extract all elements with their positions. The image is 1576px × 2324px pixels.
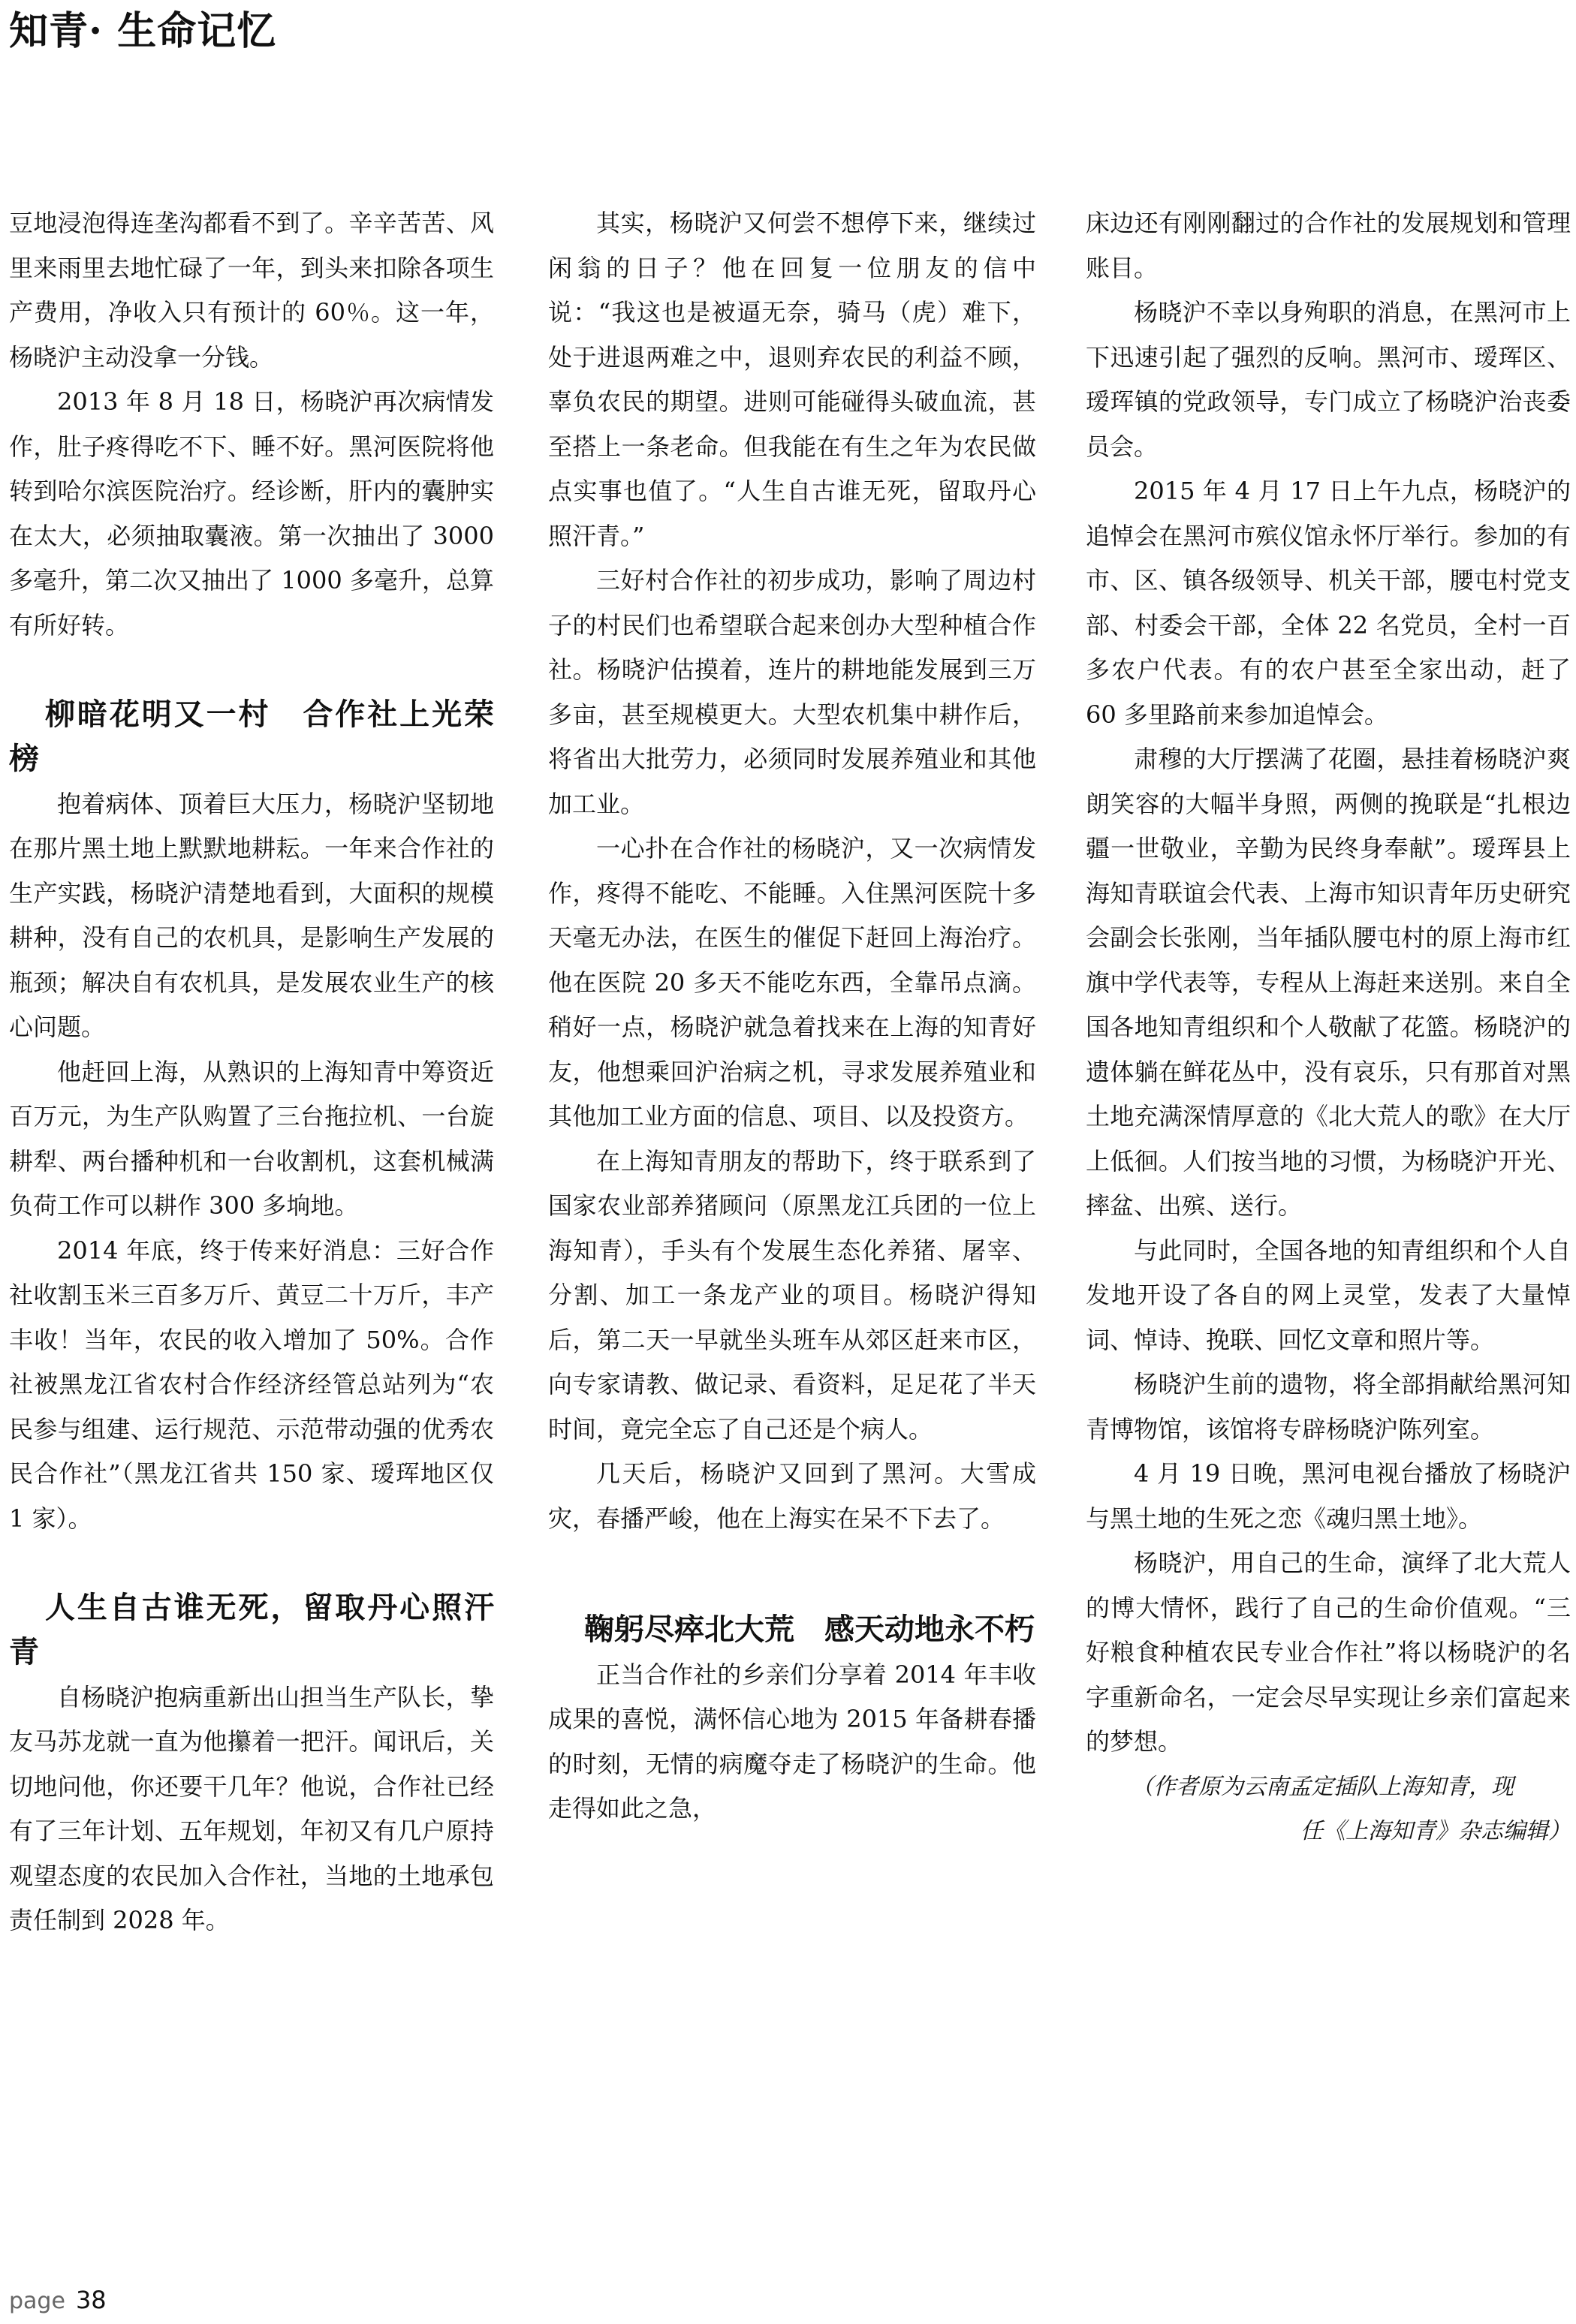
paragraph: 其实，杨晓沪又何尝不想停下来，继续过闲翁的日子？他在回复一位朋友的信中说：“我这也是被逼无奈，骑马（虎）难下，处于进退两难之中，退则弃农民的利益不顾，辜负农民的期望。进则可能碰得头破血流，甚至搭上一条老命。但我能在有生之年为农民做点实事也值了。“人生自古谁无死，留取丹心照汗青。” [548,209,1036,550]
paragraph: 在上海知青朋友的帮助下，终于联系到了国家农业部养猪顾问（原黑龙江兵团的一位上海知青），手头有个发展生态化养猪、屠宰、分割、加工一条龙产业的项目。杨晓沪得知后，第二天一早就坐头班车从郊区赶来市区，向专家请教、做记录、看资料，足足花了半天时间，竟完全忘了自己还是个病人。 [548,1146,1036,1443]
spacer [9,648,494,693]
paragraph: 他赶回上海，从熟识的上海知青中筹资近百万元，为生产队购置了三台拖拉机、一台旋耕犁、两台播种机和一台收割机，这套机械满负荷工作可以耕作 300 多垧地。 [9,1057,494,1220]
paragraph: 4 月 19 日晚，黑河电视台播放了杨晓沪与黑土地的生死之恋《魂归黑土地》。 [1086,1459,1571,1533]
spacer [9,1541,494,1586]
paragraph: 自杨晓沪抱病重新出山担当生产队长，挚友马苏龙就一直为他攥着一把汗。闻讯后，关切地问他，你还要干几年？他说，合作社已经有了三年计划、五年规划，年初又有几户原持观望态度的农民加入合作社，当地的土地承包责任制到 2028 年。 [9,1682,494,1934]
paragraph: 正当合作社的乡亲们分享着 2014 年丰收成果的喜悦，满怀信心地为 2015 年备耕春播的时刻，无情的病魔夺走了杨晓沪的生命。他走得如此之急， [548,1660,1036,1823]
section-heading: 柳暗花明又一村 合作社上光荣榜 [9,697,494,776]
paragraph: 床边还有刚刚翻过的合作社的发展规划和管理账目。 [1086,209,1571,282]
paragraph: 与此同时，全国各地的知青组织和个人自发地开设了各自的网上灵堂，发表了大量悼词、悼诗、挽联、回忆文章和照片等。 [1086,1236,1571,1354]
paragraph: 肃穆的大厅摆满了花圈，悬挂着杨晓沪爽朗笑容的大幅半身照，两侧的挽联是“扎根边疆一世敬业，辛勤为民终身奉献”。瑷珲县上海知青联谊会代表、上海市知识青年历史研究会副会长张刚，当年插队腰屯村的原上海市红旗中学代表等，专程从上海赶来送别。来自全国各地知青组织和个人敬献了花篮。杨晓沪的遗体躺在鲜花丛中，没有哀乐，只有那首对黑土地充满深情厚意的《北大荒人的歌》在大厅上低徊。人们按当地的习惯，为杨晓沪开光、摔盆、出殡、送行。 [1086,745,1571,1220]
paragraph: 2015 年 4 月 17 日上午九点，杨晓沪的追悼会在黑河市殡仪馆永怀厅举行。参加的有市、区、镇各级领导、机关干部，腰屯村党支部、村委会干部，全体 22 名党员，全村一百多农户代表。有的农户甚至全家出动，赶了 60 多里路前来参加追悼会。 [1086,477,1571,729]
column-1 [9,201,494,1943]
paragraph: 杨晓沪不幸以身殉职的消息，在黑河市上下迅速引起了强烈的反响。黑河市、瑷珲区、瑷珲镇的党政领导，专门成立了杨晓沪治丧委员会。 [1086,298,1571,461]
page-footer [9,2282,107,2319]
paragraph: 杨晓沪，用自己的生命，演绎了北大荒人的博大情怀，践行了自己的生命价值观。“三好粮食种植农民专业合作社”将以杨晓沪的名字重新命名，一定会尽早实现让乡亲们富起来的梦想。 [1086,1549,1571,1756]
section-heading: 人生自古谁无死，留取丹心照汗青 [9,1590,494,1669]
paragraph: 三好村合作社的初步成功，影响了周边村子的村民们也希望联合起来创办大型种植合作社。杨晓沪估摸着，连片的耕地能发展到三万多亩，甚至规模更大。大型农机集中耕作后，将省出大批劳力，必须同时发展养殖业和其他加工业。 [548,566,1036,818]
author-note: （作者原为云南孟定插队上海知青，现 [1131,1773,1514,1800]
paragraph: 抱着病体、顶着巨大压力，杨晓沪坚韧地在那片黑土地上默默地耕耘。一年来合作社的生产实践，杨晓沪清楚地看到，大面积的规模耕种，没有自己的农机具，是影响生产发展的瓶颈；解决自有农机具，是发展农业生产的核心问题。 [9,789,494,1041]
paragraph: 2013 年 8 月 18 日，杨晓沪再次病情发作，肚子疼得吃不下、睡不好。黑河医院将他转到哈尔滨医院治疗。经诊断，肝内的囊肿实在太大，必须抽取囊液。第一次抽出了 3000 多毫升，第二次又抽出了 1000 多毫升，总算有所好转。 [9,387,494,640]
section-heading: 鞠躬尽瘁北大荒 感天动地永不朽 [584,1612,1035,1647]
paragraph: 几天后，杨晓沪又回到了黑河。大雪成灾，春播严峻，他在上海实在呆不下去了。 [548,1459,1036,1533]
author-note: 任《上海知青》杂志编辑） [1300,1818,1571,1844]
paragraph: 豆地浸泡得连垄沟都看不到了。辛辛苦苦、风里来雨里去地忙碌了一年，到头来扣除各项生产费用，净收入只有预计的 60％。这一年，杨晓沪主动没拿一分钱。 [9,209,494,372]
column-3 [1086,201,1571,1854]
paragraph: 杨晓沪生前的遗物，将全部捐献给黑河知青博物馆，该馆将专辟杨晓沪陈列室。 [1086,1370,1571,1443]
column-2 [548,201,1036,1832]
spacer [548,1541,1036,1608]
page-header-title: 知青· 生命记忆 [9,8,277,54]
paragraph: 2014 年底，终于传来好消息：三好合作社收割玉米三百多万斤、黄豆二十万斤，丰产丰收！当年，农民的收入增加了 50%。合作社被黑龙江省农村合作经济经管总站列为“农民参与组建、运行规范、示范带动强的优秀农民合作社”（黑龙江省共 150 家、瑷珲地区仅 1 家）。 [9,1236,494,1533]
paragraph: 一心扑在合作社的杨晓沪，又一次病情发作，疼得不能吃、不能睡。入住黑河医院十多天毫无办法，在医生的催促下赶回上海治疗。他在医院 20 多天不能吃东西，全靠吊点滴。稍好一点，杨晓沪就急着找来在上海的知青好友，他想乘回沪治病之机，寻求发展养殖业和其他加工业方面的信息、项目、以及投资方。 [548,834,1036,1130]
page-label: page [9,2288,65,2314]
page-number: 38 [75,2286,107,2314]
